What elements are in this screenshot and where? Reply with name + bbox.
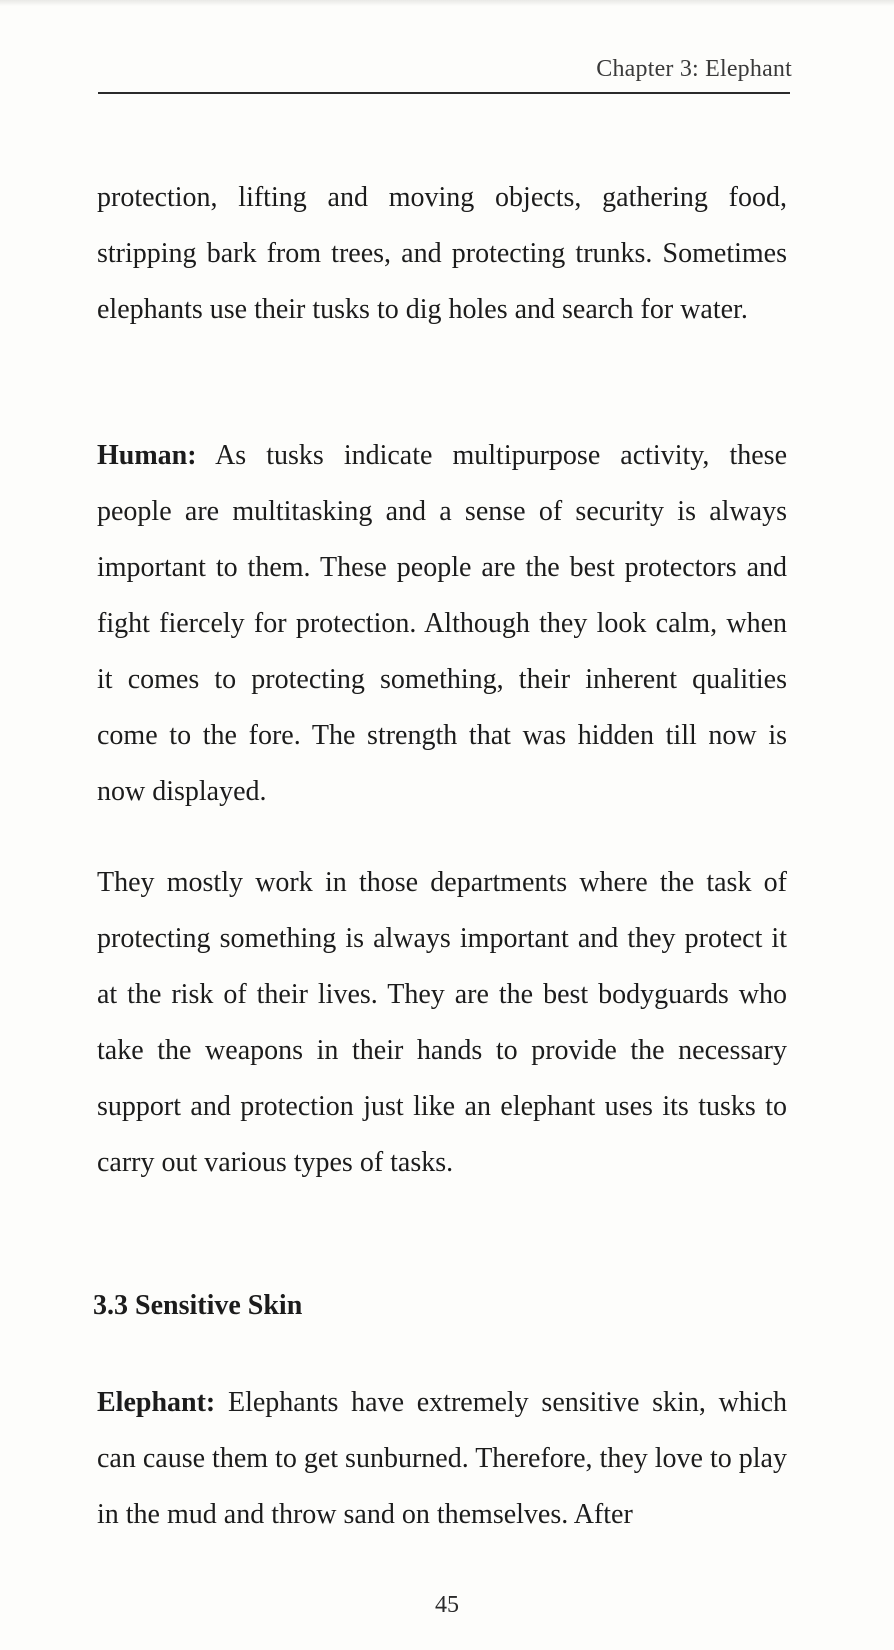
header-rule <box>98 92 790 94</box>
paragraph-elephant-skin <box>97 1375 787 1543</box>
paragraph-human <box>97 428 787 820</box>
elephant-text: Elephants have extremely sensitive skin, which can cause them to get sunburned. Therefore, they love to play in the mud and throw sand on themselves. After <box>97 1387 787 1530</box>
page-number: 45 <box>435 1592 459 1618</box>
running-head: Chapter 3: Elephant <box>596 56 792 82</box>
human-text: As tusks indicate multipurpose activity, these people are multitasking and a sense of security is always important to them. These people are the best protectors and fight fiercely for protection. Although they look calm, when it comes to protecting something, their inherent qualities come to the fore. The strength that was hidden till now is now displayed. <box>97 440 787 807</box>
paragraph-tusk-uses: protection, lifting and moving objects, gathering food, stripping bark from trees, and protecting trunks. Sometimes elephants use their tusks to dig holes and search for water. <box>97 182 787 325</box>
section-heading: 3.3 Sensitive Skin <box>93 1290 303 1321</box>
human-label: Human: <box>97 440 197 471</box>
paragraph-protectors: They mostly work in those departments where the task of protecting something is always important and they protect it at the risk of their lives. They are the best bodyguards who take the weapons in their hands to provide the necessary support and protection just like an elephant uses its tusks to carry out various types of tasks. <box>97 867 787 1178</box>
elephant-label: Elephant: <box>97 1387 216 1418</box>
page-top-edge <box>0 0 894 6</box>
